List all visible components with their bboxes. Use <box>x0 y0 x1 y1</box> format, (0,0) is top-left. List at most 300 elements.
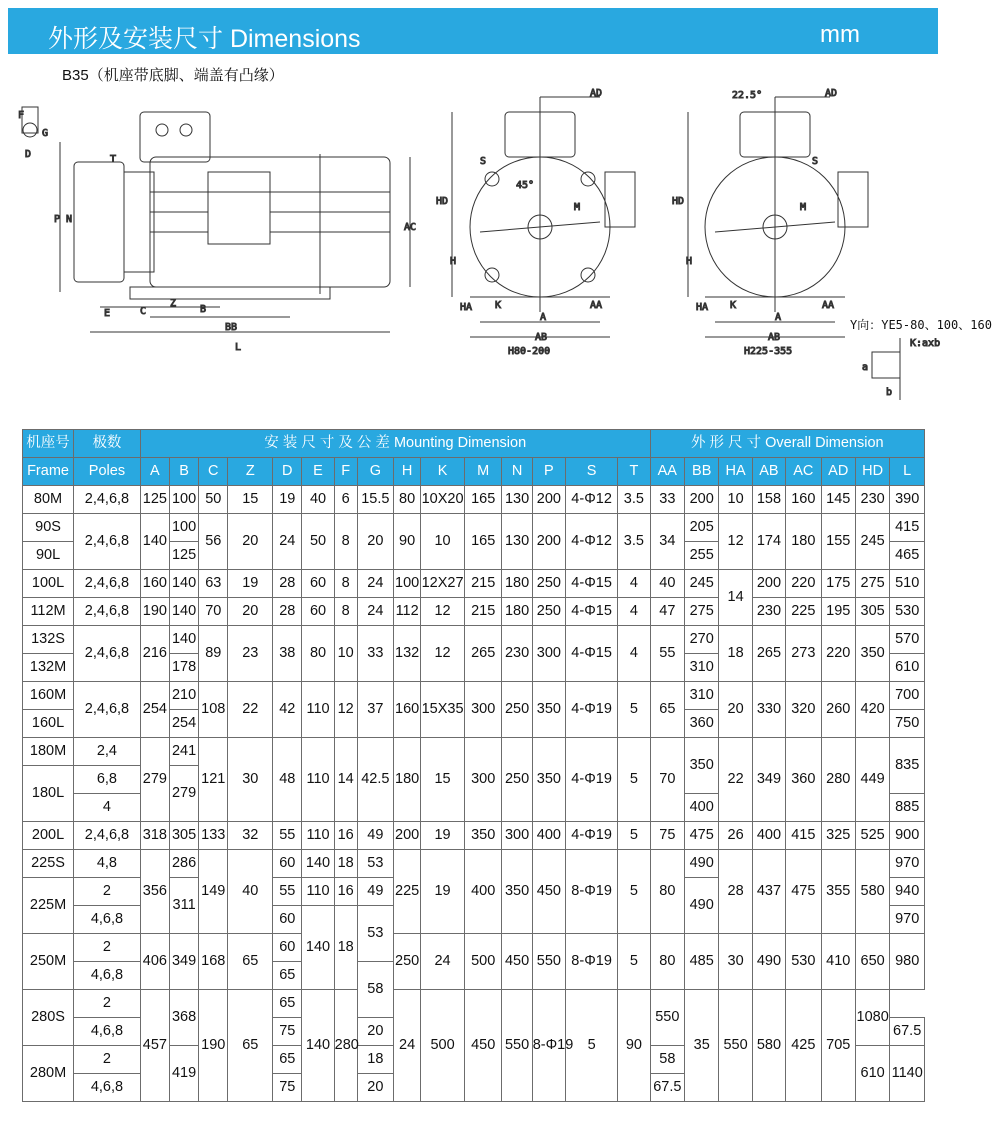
table-cell: 112 <box>394 598 421 626</box>
label-D: D <box>25 149 32 160</box>
table-cell: 8 <box>334 598 357 626</box>
table-cell: 195 <box>821 598 855 626</box>
table-row <box>23 570 925 598</box>
table-cell: 22 <box>228 682 273 738</box>
table-cell: 650 <box>855 934 889 990</box>
table-cell: 24 <box>394 990 421 1102</box>
table-cell: 330 <box>752 682 785 738</box>
table-cell: 125 <box>140 486 169 514</box>
table-cell: 38 <box>273 626 302 682</box>
table-row <box>23 486 925 514</box>
table-cell: 132 <box>394 626 421 682</box>
table-cell: 510 <box>890 570 925 598</box>
table-cell: 165 <box>464 514 502 570</box>
column-header-f: F <box>334 458 357 486</box>
table-cell: 2,4,6,8 <box>74 570 141 598</box>
front1-label-AA: AA <box>590 300 603 311</box>
table-cell: 610 <box>890 654 925 682</box>
table-cell: 5 <box>618 682 650 738</box>
front1-label-HA: HA <box>460 302 473 313</box>
table-cell: 419 <box>169 1046 198 1102</box>
table-cell: 280M <box>23 1046 74 1102</box>
table-cell: 8-Φ19 <box>532 990 565 1102</box>
table-cell: 1140 <box>890 1046 925 1102</box>
table-cell: 5 <box>566 990 618 1102</box>
table-cell: 275 <box>855 570 889 598</box>
table-cell: 4-Φ19 <box>566 682 618 738</box>
table-cell: 42.5 <box>357 738 393 822</box>
table-cell: 450 <box>464 990 502 1102</box>
table-cell: 475 <box>685 822 719 850</box>
table-cell: 18 <box>719 626 752 682</box>
table-cell: 254 <box>140 682 169 738</box>
table-cell: 356 <box>140 850 169 934</box>
front1-label-K: K <box>495 300 502 311</box>
table-cell: 400 <box>752 822 785 850</box>
table-cell: 2,4,6,8 <box>74 598 141 626</box>
table-cell: 19 <box>421 850 465 934</box>
table-cell: 4-Φ15 <box>566 598 618 626</box>
table-cell: 19 <box>273 486 302 514</box>
table-cell: 90 <box>618 990 650 1102</box>
table-cell: 110 <box>302 738 334 822</box>
table-cell: 50 <box>302 514 334 570</box>
table-cell: 550 <box>502 990 532 1102</box>
table-row <box>23 514 925 542</box>
table-cell: 230 <box>752 598 785 626</box>
table-cell: 2,4,6,8 <box>74 682 141 738</box>
column-header-ab: AB <box>752 458 785 486</box>
table-cell: 108 <box>199 682 228 738</box>
table-cell: 200 <box>532 514 565 570</box>
table-cell: 32 <box>228 822 273 850</box>
label-F: F <box>18 110 25 121</box>
table-cell: 5 <box>618 850 650 934</box>
table-cell: 500 <box>421 990 465 1102</box>
table-cell: 349 <box>752 738 785 822</box>
table-cell: 420 <box>855 682 889 738</box>
table-cell: 65 <box>273 962 302 990</box>
table-cell: 34 <box>650 514 684 570</box>
table-cell: 250 <box>532 598 565 626</box>
table-cell: 112M <box>23 598 74 626</box>
table-cell: 20 <box>719 682 752 738</box>
front1-label-AB: AB <box>535 332 548 343</box>
table-cell: 280 <box>334 990 357 1102</box>
table-cell: 360 <box>685 710 719 738</box>
table-cell: 140 <box>302 850 334 878</box>
table-cell: 300 <box>464 682 502 738</box>
table-cell: 8 <box>334 514 357 570</box>
table-cell: 2 <box>74 878 141 906</box>
table-cell: 279 <box>169 766 198 822</box>
table-cell: 75 <box>650 822 684 850</box>
column-header-ac: AC <box>786 458 821 486</box>
table-cell: 65 <box>273 990 302 1018</box>
table-cell: 180 <box>394 738 421 822</box>
table-cell: 437 <box>752 850 785 934</box>
table-cell: 24 <box>357 570 393 598</box>
table-cell: 190 <box>199 990 228 1102</box>
table-cell: 10 <box>421 514 465 570</box>
table-cell: 900 <box>890 822 925 850</box>
table-cell: 230 <box>855 486 889 514</box>
table-cell: 20 <box>357 1074 393 1102</box>
table-row <box>23 934 925 962</box>
front2-label-AD: AD <box>825 88 838 99</box>
table-cell: 530 <box>890 598 925 626</box>
label-N: N <box>66 214 73 225</box>
table-cell: 885 <box>890 794 925 822</box>
table-cell: 67.5 <box>890 1018 925 1046</box>
front2-label-angle: 22.5° <box>732 90 763 101</box>
mounting-type: B35（机座带底脚、端盖有凸缘） <box>62 67 284 84</box>
table-cell: 450 <box>532 850 565 934</box>
table-cell: 550 <box>650 990 684 1046</box>
table-cell: 4,6,8 <box>74 1074 141 1102</box>
table-cell: 140 <box>169 626 198 654</box>
key-detail <box>872 352 900 378</box>
table-cell: 3.5 <box>618 486 650 514</box>
front2-label-K: K <box>730 300 737 311</box>
table-cell: 80 <box>302 626 334 682</box>
table-body <box>23 486 925 1102</box>
table-cell: 60 <box>302 598 334 626</box>
table-cell: 6 <box>334 486 357 514</box>
page-title: 外形及安装尺寸 Dimensions <box>48 25 361 53</box>
table-cell: 37 <box>357 682 393 738</box>
label-P: P <box>54 214 61 225</box>
table-cell: 349 <box>169 934 198 990</box>
table-cell: 180 <box>502 598 532 626</box>
table-cell: 26 <box>719 822 752 850</box>
front2-label-AB: AB <box>768 332 781 343</box>
table-cell: 125 <box>169 542 198 570</box>
table-cell: 140 <box>302 990 334 1102</box>
table-cell: 465 <box>890 542 925 570</box>
table-row <box>23 598 925 626</box>
table-cell: 360 <box>786 738 821 822</box>
column-header-l: L <box>890 458 925 486</box>
table-cell: 90L <box>23 542 74 570</box>
column-header-n: N <box>502 458 532 486</box>
table-cell: 205 <box>685 514 719 542</box>
table-cell: 750 <box>890 710 925 738</box>
table-cell: 18 <box>357 1046 393 1074</box>
table-cell: 457 <box>140 990 169 1102</box>
table-cell: 525 <box>855 822 889 850</box>
front2-label-HA: HA <box>696 302 709 313</box>
table-cell: 4 <box>618 570 650 598</box>
table-cell: 265 <box>464 626 502 682</box>
table-cell: 23 <box>228 626 273 682</box>
column-header-hd: HD <box>855 458 889 486</box>
table-cell: 4 <box>74 794 141 822</box>
table-cell: 8-Φ19 <box>566 850 618 934</box>
table-cell: 70 <box>650 738 684 822</box>
table-cell: 300 <box>464 738 502 822</box>
y-view-note: Y向：YE5-80、100、160 <box>850 318 992 332</box>
table-cell: 4-Φ19 <box>566 738 618 822</box>
front1-label-HD: HD <box>436 196 449 207</box>
label-C: C <box>140 306 147 317</box>
table-cell: 225 <box>394 850 421 934</box>
frame-header-en: Frame <box>23 458 74 486</box>
table-cell: 24 <box>273 514 302 570</box>
table-cell: 970 <box>890 906 925 934</box>
table-cell: 4-Φ12 <box>566 514 618 570</box>
table-cell: 35 <box>685 990 719 1102</box>
table-cell: 835 <box>890 738 925 794</box>
table-cell: 200 <box>685 486 719 514</box>
table-cell: 100 <box>169 486 198 514</box>
table-cell: 220 <box>786 570 821 598</box>
table-cell: 132S <box>23 626 74 654</box>
table-cell: 110 <box>302 682 334 738</box>
table-cell: 700 <box>890 682 925 710</box>
table-cell: 55 <box>273 878 302 906</box>
table-cell: 160 <box>786 486 821 514</box>
label-AC: AC <box>404 222 417 233</box>
front2-label-HD: HD <box>672 196 685 207</box>
column-header-g: G <box>357 458 393 486</box>
table-cell: 168 <box>199 934 228 990</box>
table-cell: 305 <box>855 598 889 626</box>
table-cell: 350 <box>685 738 719 794</box>
table-cell: 90S <box>23 514 74 542</box>
overall-group-header: 外 形 尺 寸 Overall Dimension <box>650 430 924 458</box>
table-cell: 4,8 <box>74 850 141 878</box>
table-cell: 75 <box>273 1074 302 1102</box>
table-cell: 4,6,8 <box>74 1018 141 1046</box>
table-cell: 15 <box>421 738 465 822</box>
table-cell: 47 <box>650 598 684 626</box>
table-cell: 280 <box>821 738 855 822</box>
table-cell: 500 <box>464 934 502 990</box>
table-cell: 2 <box>74 990 141 1018</box>
table-cell: 425 <box>786 990 821 1102</box>
table-cell: 158 <box>752 486 785 514</box>
table-cell: 28 <box>719 850 752 934</box>
table-row <box>23 850 925 878</box>
table-cell: 180 <box>786 514 821 570</box>
table-cell: 80 <box>394 486 421 514</box>
table-cell: 160 <box>394 682 421 738</box>
front1-label-H: H <box>450 256 457 267</box>
table-cell: 4 <box>618 626 650 682</box>
table-cell: 100 <box>394 570 421 598</box>
table-cell: 190 <box>140 598 169 626</box>
table-cell: 4,6,8 <box>74 906 141 934</box>
table-cell: 130 <box>502 486 532 514</box>
table-cell: 350 <box>532 738 565 822</box>
table-cell: 610 <box>855 1046 889 1102</box>
table-cell: 580 <box>855 850 889 934</box>
table-cell: 55 <box>650 626 684 682</box>
table-cell: 20 <box>228 598 273 626</box>
table-cell: 215 <box>464 570 502 598</box>
table-cell: 215 <box>464 598 502 626</box>
side-view-drawing <box>22 107 410 332</box>
table-cell: 130 <box>502 514 532 570</box>
table-cell: 19 <box>228 570 273 598</box>
table-cell: 4-Φ15 <box>566 570 618 598</box>
label-B: B <box>200 304 207 315</box>
table-cell: 220 <box>821 626 855 682</box>
table-cell: 67.5 <box>650 1074 684 1102</box>
table-cell: 18 <box>334 906 357 990</box>
table-cell: 22 <box>719 738 752 822</box>
table-cell: 14 <box>719 570 752 626</box>
table-cell: 49 <box>357 822 393 850</box>
table-cell: 121 <box>199 738 228 822</box>
table-cell: 14 <box>334 738 357 822</box>
table-cell: 80M <box>23 486 74 514</box>
table-cell: 165 <box>464 486 502 514</box>
table-cell: 145 <box>821 486 855 514</box>
table-cell: 970 <box>890 850 925 878</box>
poles-header-en: Poles <box>74 458 141 486</box>
table-cell: 449 <box>855 738 889 822</box>
dimension-drawings <box>0 82 1000 402</box>
table-cell: 65 <box>228 990 273 1102</box>
poles-header-cn: 极数 <box>74 430 141 458</box>
table-cell: 80 <box>650 934 684 990</box>
table-cell: 300 <box>532 626 565 682</box>
table-cell: 40 <box>302 486 334 514</box>
table-cell: 12 <box>334 682 357 738</box>
table-cell: 180 <box>502 570 532 598</box>
table-cell: 225M <box>23 878 74 934</box>
table-cell: 490 <box>685 878 719 934</box>
table-cell: 12 <box>421 598 465 626</box>
table-cell: 415 <box>890 514 925 542</box>
table-cell: 245 <box>855 514 889 570</box>
table-cell: 230 <box>502 626 532 682</box>
front1-label-S: S <box>480 156 487 167</box>
label-G: G <box>42 128 49 139</box>
table-cell: 140 <box>140 514 169 570</box>
column-header-ad: AD <box>821 458 855 486</box>
table-cell: 3.5 <box>618 514 650 570</box>
detail-label-kaxb: K:axb <box>910 338 941 349</box>
table-cell: 55 <box>273 822 302 850</box>
table-cell: 200 <box>752 570 785 598</box>
table-cell: 60 <box>273 934 302 962</box>
table-cell: 100 <box>169 514 198 542</box>
column-header-m: M <box>464 458 502 486</box>
table-cell: 28 <box>273 570 302 598</box>
table-cell: 5 <box>618 934 650 990</box>
table-cell: 6,8 <box>74 766 141 794</box>
table-cell: 355 <box>821 850 855 934</box>
table-cell: 4 <box>618 598 650 626</box>
table-cell: 530 <box>786 934 821 990</box>
table-cell: 210 <box>169 682 198 710</box>
table-cell: 225 <box>786 598 821 626</box>
table-cell: 20 <box>357 1018 393 1046</box>
table-cell: 300 <box>502 822 532 850</box>
shaft-section-icon <box>23 123 37 137</box>
table-cell: 53 <box>357 906 393 962</box>
table-cell: 350 <box>464 822 502 850</box>
front-view-drawing-h225-355 <box>688 97 900 400</box>
table-cell: 60 <box>302 570 334 598</box>
column-header-bb: BB <box>685 458 719 486</box>
table-cell: 16 <box>334 878 357 906</box>
front1-label-angle: 45° <box>516 180 535 191</box>
table-cell: 58 <box>650 1046 684 1074</box>
front1-label-AD: AD <box>590 88 603 99</box>
table-cell: 10X20 <box>421 486 465 514</box>
column-header-a: A <box>140 458 169 486</box>
table-cell: 311 <box>169 878 198 934</box>
table-cell: 550 <box>532 934 565 990</box>
table-cell: 350 <box>855 626 889 682</box>
table-cell: 705 <box>821 990 855 1102</box>
table-cell: 175 <box>821 570 855 598</box>
table-cell: 30 <box>719 934 752 990</box>
table-cell: 12 <box>421 626 465 682</box>
table-cell: 980 <box>890 934 925 990</box>
table-cell: 250 <box>502 682 532 738</box>
table-cell: 48 <box>273 738 302 822</box>
table-cell: 400 <box>464 850 502 934</box>
column-header-e: E <box>302 458 334 486</box>
table-cell: 140 <box>169 598 198 626</box>
table-cell: 225S <box>23 850 74 878</box>
table-cell: 250 <box>532 570 565 598</box>
front-view-drawing-h80-200 <box>452 97 635 337</box>
table-cell: 410 <box>821 934 855 990</box>
front2-label-AA: AA <box>822 300 835 311</box>
title-banner <box>8 8 938 54</box>
table-cell: 180M <box>23 738 74 766</box>
table-cell: 350 <box>532 682 565 738</box>
table-cell: 65 <box>228 934 273 990</box>
table-cell: 50 <box>199 486 228 514</box>
table-cell: 15X35 <box>421 682 465 738</box>
table-cell: 18 <box>334 850 357 878</box>
table-cell: 254 <box>169 710 198 738</box>
table-cell: 42 <box>273 682 302 738</box>
table-cell: 75 <box>273 1018 302 1046</box>
detail-label-a: a <box>862 362 869 373</box>
table-cell: 286 <box>169 850 198 878</box>
column-header-k: K <box>421 458 465 486</box>
table-cell: 270 <box>685 626 719 654</box>
label-BB: BB <box>225 322 238 333</box>
table-cell: 280S <box>23 990 74 1046</box>
table-cell: 110 <box>302 822 334 850</box>
table-cell: 53 <box>357 850 393 878</box>
table-cell: 16 <box>334 822 357 850</box>
table-cell: 180L <box>23 766 74 822</box>
front1-caption: H80-200 <box>508 346 551 357</box>
table-cell: 250 <box>502 738 532 822</box>
table-row <box>23 990 925 1018</box>
column-header-d: D <box>273 458 302 486</box>
table-cell: 70 <box>199 598 228 626</box>
table-cell: 310 <box>685 654 719 682</box>
table-cell: 60 <box>273 906 302 934</box>
table-cell: 490 <box>685 850 719 878</box>
table-cell: 580 <box>752 990 785 1102</box>
table-cell: 241 <box>169 738 198 766</box>
table-cell: 200 <box>532 486 565 514</box>
table-cell: 400 <box>685 794 719 822</box>
table-cell: 2,4 <box>74 738 141 766</box>
